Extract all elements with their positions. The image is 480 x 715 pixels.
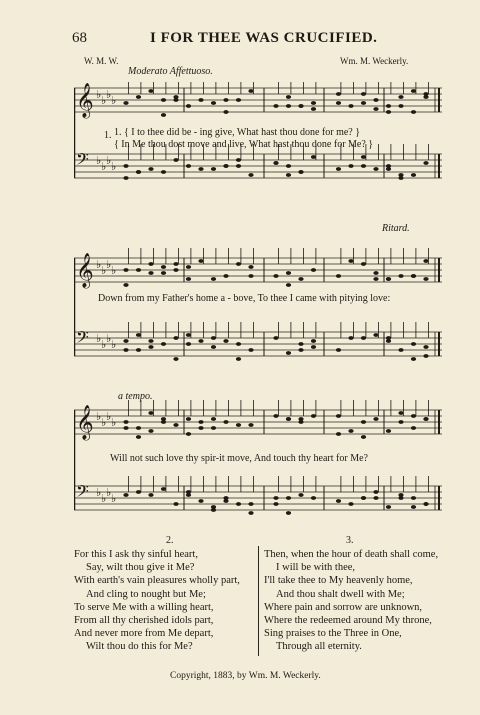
verse-line: To serve Me with a willing heart, (74, 601, 214, 613)
flat-icon: ♭ (106, 486, 112, 499)
verse-number-1: 1. (104, 130, 112, 141)
note-icon (173, 158, 178, 162)
note-icon (211, 167, 216, 171)
hymn-title: I FOR THEE WAS CRUCIFIED. (150, 30, 378, 46)
note-icon (273, 496, 278, 500)
note-icon (198, 98, 203, 102)
note-icon (373, 98, 378, 102)
verse-line: And thou shalt dwell with Me; (276, 588, 405, 600)
flat-icon: ♭ (96, 332, 102, 345)
note-icon (186, 277, 191, 281)
words-credit: W. M. W. (84, 56, 119, 66)
note-icon (211, 345, 216, 349)
verse-line: And never more from Me depart, (74, 628, 214, 640)
note-icon (398, 104, 403, 108)
note-icon (186, 493, 191, 497)
treble-clef-icon: 𝄞 (76, 253, 94, 288)
verse-line: Then, when the hour of death shall come, (264, 549, 439, 560)
note-icon (198, 426, 203, 430)
note-icon (211, 508, 216, 512)
bass-clef-icon: 𝄢 (76, 149, 89, 173)
flat-icon: ♭ (111, 492, 117, 505)
note-icon (198, 167, 203, 171)
verse-line: With earth's vain pleasures wholly part, (74, 575, 240, 587)
note-icon (361, 336, 366, 340)
note-icon (311, 268, 316, 272)
note-icon (136, 170, 141, 174)
note-icon (423, 277, 428, 281)
note-icon (173, 502, 178, 506)
flat-icon: ♭ (96, 88, 102, 101)
note-icon (236, 502, 241, 506)
note-icon (398, 420, 403, 424)
note-icon (373, 107, 378, 111)
note-icon (286, 351, 291, 355)
note-icon (198, 499, 203, 503)
note-icon (186, 432, 191, 436)
note-icon (223, 164, 228, 168)
note-icon (298, 170, 303, 174)
note-icon (223, 499, 228, 503)
note-icon (336, 414, 341, 418)
note-icon (173, 268, 178, 272)
verse-line: Where pain and sorrow are unknown, (264, 601, 423, 613)
note-icon (423, 259, 428, 263)
note-icon (423, 345, 428, 349)
note-icon (361, 435, 366, 439)
verse-line: Where the redeemed around My throne, (264, 615, 432, 627)
verse-line: I will be with thee, (276, 562, 356, 574)
note-icon (373, 496, 378, 500)
note-icon (423, 417, 428, 421)
note-icon (148, 429, 153, 433)
note-icon (411, 496, 416, 500)
flat-icon: ♭ (111, 338, 117, 351)
note-icon (286, 511, 291, 515)
flat-icon: ♭ (106, 88, 112, 101)
note-icon (311, 496, 316, 500)
note-icon (361, 164, 366, 168)
flat-icon: ♭ (106, 258, 112, 271)
note-icon (361, 420, 366, 424)
note-icon (298, 342, 303, 346)
page-number: 68 (72, 30, 87, 46)
note-icon (236, 158, 241, 162)
note-icon (236, 98, 241, 102)
note-icon (148, 339, 153, 343)
flat-icon: ♭ (96, 486, 102, 499)
note-icon (123, 283, 128, 287)
note-icon (273, 161, 278, 165)
note-icon (361, 496, 366, 500)
note-icon (148, 271, 153, 275)
verse-line: I'll take thee to My heavenly home, (264, 575, 413, 587)
note-icon (223, 110, 228, 114)
flat-icon: ♭ (106, 154, 112, 167)
note-icon (211, 426, 216, 430)
note-icon (148, 262, 153, 266)
note-icon (273, 414, 278, 418)
note-icon (286, 104, 291, 108)
note-icon (411, 414, 416, 418)
note-icon (336, 499, 341, 503)
note-icon (248, 274, 253, 278)
note-icon (286, 283, 291, 287)
flat-icon: ♭ (106, 410, 112, 423)
note-icon (198, 259, 203, 263)
note-icon (136, 426, 141, 430)
note-icon (398, 411, 403, 415)
note-icon (148, 89, 153, 93)
note-icon (211, 101, 216, 105)
note-icon (273, 336, 278, 340)
verse-3-text (264, 548, 438, 654)
verse-divider (258, 546, 259, 656)
note-icon (198, 420, 203, 424)
lyrics-line-2: Down from my Father's home a - bove, To thee I came with pitying love: (98, 293, 391, 304)
bass-clef-icon: 𝄢 (76, 481, 89, 505)
note-icon (411, 89, 416, 93)
note-icon (148, 345, 153, 349)
flat-icon: ♭ (111, 264, 117, 277)
a-tempo-marking: a tempo. (118, 391, 153, 402)
note-icon (423, 161, 428, 165)
note-icon (273, 274, 278, 278)
verse-3-number: 3. (346, 535, 354, 546)
note-icon (248, 173, 253, 177)
staff-notation-2 (74, 240, 442, 370)
verse-2-number: 2. (166, 535, 174, 546)
note-icon (136, 333, 141, 337)
note-icon (123, 101, 128, 105)
note-icon (311, 345, 316, 349)
note-icon (236, 262, 241, 266)
note-icon (386, 277, 391, 281)
note-icon (161, 342, 166, 346)
note-icon (311, 414, 316, 418)
note-icon (423, 502, 428, 506)
verse-line: Wilt thou do this for Me? (86, 641, 193, 653)
verse-2-text (74, 548, 240, 654)
flat-icon: ♭ (101, 416, 107, 429)
note-icon (373, 333, 378, 337)
note-icon (223, 339, 228, 343)
note-icon (273, 502, 278, 506)
note-icon (161, 98, 166, 102)
note-icon (286, 173, 291, 177)
note-icon (348, 336, 353, 340)
note-icon (173, 98, 178, 102)
note-icon (398, 496, 403, 500)
note-icon (123, 420, 128, 424)
note-icon (286, 95, 291, 99)
staff-notation-3 (74, 400, 442, 532)
note-icon (173, 336, 178, 340)
flat-icon: ♭ (101, 492, 107, 505)
note-icon (161, 417, 166, 421)
note-icon (361, 262, 366, 266)
note-icon (298, 277, 303, 281)
note-icon (398, 274, 403, 278)
note-icon (173, 262, 178, 266)
note-icon (161, 113, 166, 117)
lyrics-line-1b: { In Me thou dost move and live, What hast thou done for Me? } (114, 139, 374, 150)
note-icon (336, 432, 341, 436)
note-icon (398, 176, 403, 180)
flat-icon: ♭ (101, 160, 107, 173)
note-icon (248, 89, 253, 93)
verse-line: Sing praises to the Three in One, (264, 628, 402, 640)
flat-icon: ♭ (106, 332, 112, 345)
note-icon (348, 429, 353, 433)
music-system-2 (74, 240, 442, 370)
note-icon (136, 490, 141, 494)
note-icon (386, 429, 391, 433)
note-icon (136, 435, 141, 439)
verse-line: Say, wilt thou give it Me? (86, 562, 195, 574)
flat-icon: ♭ (96, 410, 102, 423)
note-icon (411, 274, 416, 278)
note-icon (311, 339, 316, 343)
note-icon (386, 505, 391, 509)
note-icon (123, 268, 128, 272)
note-icon (286, 496, 291, 500)
note-icon (161, 487, 166, 491)
flat-icon: ♭ (111, 416, 117, 429)
note-icon (211, 277, 216, 281)
note-icon (136, 95, 141, 99)
note-icon (373, 417, 378, 421)
treble-clef-icon: 𝄞 (76, 405, 94, 440)
note-icon (161, 271, 166, 275)
copyright-notice: Copyright, 1883, by Wm. M. Weckerly. (170, 671, 321, 681)
note-icon (248, 423, 253, 427)
note-icon (186, 265, 191, 269)
verse-line: For this I ask thy sinful heart, (74, 549, 198, 560)
verse-line: From all thy cherished idols part, (74, 615, 214, 627)
note-icon (236, 357, 241, 361)
note-icon (236, 164, 241, 168)
note-icon (423, 354, 428, 358)
note-icon (136, 348, 141, 352)
flat-icon: ♭ (111, 160, 117, 173)
note-icon (411, 426, 416, 430)
note-icon (336, 274, 341, 278)
music-credit: Wm. M. Weckerly. (340, 56, 409, 66)
note-icon (348, 502, 353, 506)
note-icon (273, 104, 278, 108)
note-icon (411, 173, 416, 177)
ritard-marking: Ritard. (382, 223, 410, 234)
note-icon (236, 342, 241, 346)
note-icon (336, 167, 341, 171)
flat-icon: ♭ (111, 94, 117, 107)
lyrics-line-3: Will not such love thy spir-it move, And touch thy heart for Me? (110, 453, 368, 464)
note-icon (136, 268, 141, 272)
note-icon (223, 274, 228, 278)
note-icon (373, 490, 378, 494)
flat-icon: ♭ (101, 94, 107, 107)
treble-clef-icon: 𝄞 (76, 83, 94, 118)
note-icon (423, 95, 428, 99)
note-icon (148, 493, 153, 497)
verse-line: Through all eternity. (276, 641, 362, 653)
note-icon (373, 271, 378, 275)
note-icon (411, 505, 416, 509)
note-icon (148, 167, 153, 171)
note-icon (123, 164, 128, 168)
note-icon (348, 164, 353, 168)
flat-icon: ♭ (101, 338, 107, 351)
note-icon (398, 95, 403, 99)
note-icon (361, 155, 366, 159)
note-icon (123, 348, 128, 352)
note-icon (186, 417, 191, 421)
note-icon (186, 342, 191, 346)
note-icon (336, 101, 341, 105)
note-icon (248, 265, 253, 269)
note-icon (248, 511, 253, 515)
note-icon (173, 357, 178, 361)
note-icon (286, 164, 291, 168)
note-icon (373, 167, 378, 171)
note-icon (336, 92, 341, 96)
note-icon (123, 493, 128, 497)
note-icon (361, 92, 366, 96)
note-icon (223, 420, 228, 424)
note-icon (411, 110, 416, 114)
note-icon (161, 170, 166, 174)
note-icon (298, 348, 303, 352)
note-icon (311, 107, 316, 111)
note-icon (348, 104, 353, 108)
note-icon (311, 155, 316, 159)
note-icon (298, 104, 303, 108)
music-system-3 (74, 400, 442, 532)
note-icon (411, 342, 416, 346)
note-icon (198, 339, 203, 343)
note-icon (286, 417, 291, 421)
note-icon (223, 98, 228, 102)
note-icon (248, 502, 253, 506)
note-icon (348, 259, 353, 263)
note-icon (123, 176, 128, 180)
note-icon (286, 271, 291, 275)
note-icon (298, 493, 303, 497)
flat-icon: ♭ (101, 264, 107, 277)
note-icon (398, 348, 403, 352)
note-icon (336, 348, 341, 352)
note-icon (211, 336, 216, 340)
note-icon (386, 104, 391, 108)
note-icon (411, 357, 416, 361)
note-icon (361, 101, 366, 105)
note-icon (311, 101, 316, 105)
note-icon (248, 348, 253, 352)
note-icon (298, 417, 303, 421)
note-icon (186, 333, 191, 337)
bass-clef-icon: 𝄢 (76, 327, 89, 351)
note-icon (123, 426, 128, 430)
note-icon (173, 423, 178, 427)
note-icon (386, 339, 391, 343)
tempo-marking: Moderato Affettuoso. (128, 66, 213, 77)
note-icon (386, 167, 391, 171)
note-icon (186, 104, 191, 108)
verse-line: And cling to nought but Me; (86, 588, 206, 600)
flat-icon: ♭ (96, 258, 102, 271)
note-icon (161, 265, 166, 269)
note-icon (123, 339, 128, 343)
flat-icon: ♭ (96, 154, 102, 167)
lyrics-line-1a: 1. { I to thee did be - ing give, What hast thou done for me? } (114, 127, 361, 138)
note-icon (373, 277, 378, 281)
note-icon (148, 411, 153, 415)
note-icon (211, 417, 216, 421)
note-icon (236, 423, 241, 427)
note-icon (186, 164, 191, 168)
note-icon (386, 110, 391, 114)
